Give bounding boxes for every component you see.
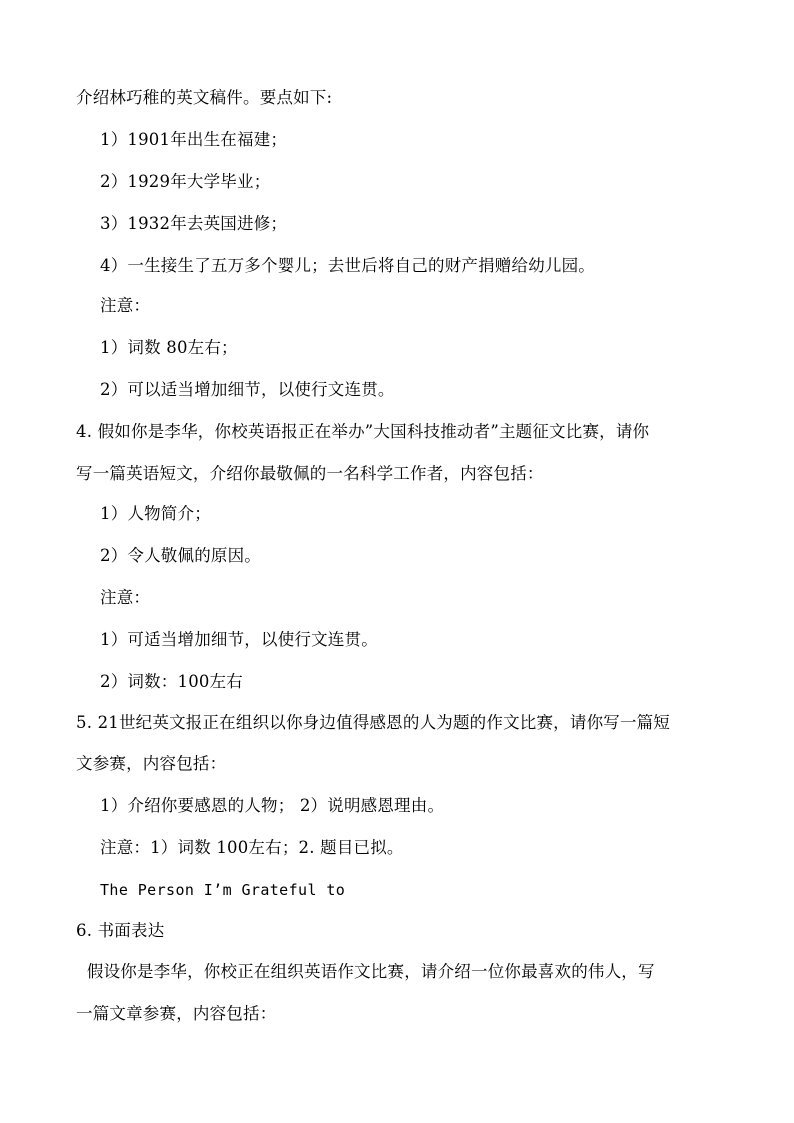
q6-heading: 6. 书面表达 [76,921,165,940]
q3-note-1: 1）词数 80左右； [100,338,238,357]
q4-line-2: 写一篇英语短文，介绍你最敬佩的一名科学工作者，内容包括： [76,464,544,483]
q4-point-2: 2）令人敬佩的原因。 [100,546,261,565]
q6-line-1: 假设你是李华，你校正在组织英语作文比赛，请介绍一位你最喜欢的伟人，写 [76,962,655,981]
q3-point-3: 3）1932年去英国进修； [100,214,288,233]
q5-note: 注意：1）词数 100左右；2. 题目已拟。 [100,838,404,857]
q4-point-1: 1）人物简介； [100,504,211,523]
intro-line: 介绍林巧稚的英文稿件。要点如下: [76,88,333,107]
q3-point-1: 1）1901年出生在福建； [100,130,288,149]
q5-point: 1）介绍你要感恩的人物； 2）说明感恩理由。 [100,796,445,815]
q3-point-4: 4）一生接生了五万多个婴儿；去世后将自己的财产捐赠给幼儿园。 [100,256,595,275]
q5-essay-title: The Person I’m Grateful to [100,881,346,899]
q3-note-2: 2）可以适当增加细节，以使行文连贯。 [100,380,395,399]
q4-note-1: 1）可适当增加细节，以使行文连贯。 [100,630,378,649]
q4-note-2: 2）词数：100左右 [100,672,243,691]
q3-point-2: 2）1929年大学毕业； [100,172,271,191]
q6-line-2: 一篇文章参赛，内容包括： [76,1004,277,1023]
q5-line-2: 文参赛，内容包括： [76,754,227,773]
q4-line-1: 4. 假如你是李华，你校英语报正在举办”大国科技推动者”主题征文比赛，请你 [76,422,650,441]
q3-note-title: 注意： [100,296,151,315]
q4-note-title: 注意： [100,588,151,607]
q5-line-1: 5. 21世纪英文报正在组织以你身边值得感恩的人为题的作文比赛，请你写一篇短 [76,713,671,732]
